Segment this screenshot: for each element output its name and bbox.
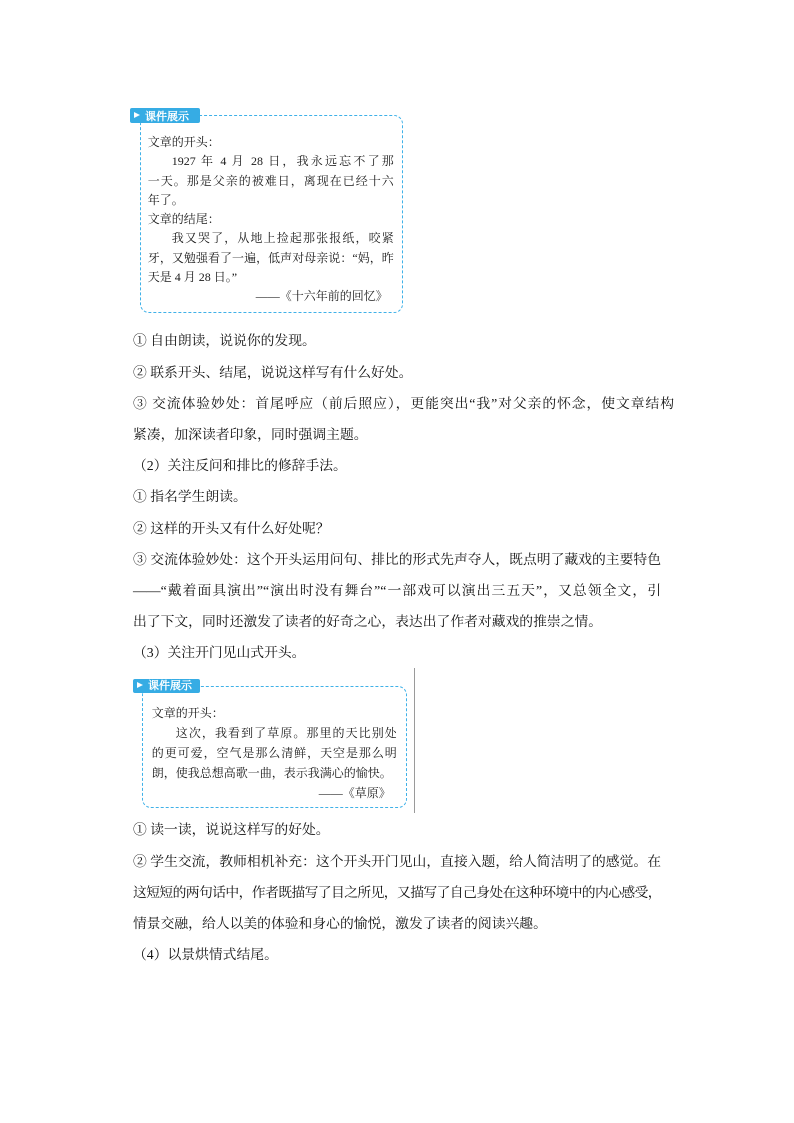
- step-item: ② 联系开头、结尾，说说这样写有什么好处。: [133, 364, 413, 380]
- step-item-continued: 紧凑，加深读者印象，同时强调主题。: [133, 426, 368, 442]
- excerpt-line: 年了。: [147, 192, 184, 207]
- margin-rule: [414, 668, 415, 813]
- excerpt-line: 1927 年 4 月 28 日，我永远忘不了那: [171, 154, 394, 169]
- excerpt-text: [152, 703, 397, 803]
- lesson-steps-section-1: [133, 325, 674, 668]
- section-heading: （3）关注开门见山式开头。: [133, 645, 306, 661]
- courseware-label-text: 课件展示: [145, 109, 189, 123]
- excerpt-heading-opening: 文章的开头：: [147, 135, 220, 150]
- step-item-continued: 这短短的两句话中，作者既描写了目之所见，又描写了自己身处在这种环境中的内心感受，: [133, 884, 661, 900]
- excerpt-line: 我又哭了，从地上捡起那张报纸，咬紧: [171, 231, 394, 246]
- courseware-box-2: [142, 686, 407, 808]
- play-triangle-icon: [134, 112, 140, 118]
- excerpt-heading-opening: 文章的开头：: [151, 705, 224, 720]
- step-item: ② 这样的开头又有什么好处呢？: [133, 520, 330, 536]
- courseware-box-1: [140, 115, 403, 313]
- step-item-continued: 情景交融，给人以美的体验和身心的愉悦，激发了读者的阅读兴趣。: [133, 915, 547, 931]
- step-item-continued: ——“戴着面具演出”“演出时没有舞台”“一部戏可以演出三五天”，又总领全文，引: [133, 582, 661, 598]
- step-item: ① 自由朗读，说说你的发现。: [133, 333, 316, 349]
- play-triangle-icon: [137, 682, 143, 688]
- lesson-steps-section-2: [133, 814, 661, 970]
- excerpt-heading-ending: 文章的结尾：: [147, 212, 220, 227]
- excerpt-line: 天是 4 月 28 日。”: [147, 269, 238, 284]
- excerpt-text: [148, 133, 394, 306]
- step-item-continued: 出了下文，同时还激发了读者的好奇之心，表达出了作者对藏戏的推崇之情。: [133, 614, 603, 630]
- step-item: ① 读一读，说说这样写的好处。: [133, 822, 330, 838]
- excerpt-source: ——《草原》: [318, 785, 391, 800]
- excerpt-line: 牙，又勉强看了一遍，低声对母亲说：“妈，昨: [147, 250, 394, 265]
- courseware-label: [133, 679, 200, 693]
- courseware-label-text: 课件展示: [148, 679, 192, 692]
- step-item: ② 学生交流，教师相机补充：这个开头开门见山，直接入题，给人简洁明了的感觉。在: [133, 853, 661, 869]
- section-heading: （4）以景烘情式结尾。: [133, 947, 278, 963]
- step-item: ③ 交流体验妙处：首尾呼应（前后照应），更能突出“我”对父亲的怀念，使文章结构: [133, 395, 674, 411]
- excerpt-line: 一天。那是父亲的被难日，离现在已经十六: [147, 173, 394, 188]
- excerpt-line: 这次，我看到了草原。那里的天比别处: [175, 725, 397, 740]
- section-heading: （2）关注反问和排比的修辞手法。: [133, 458, 347, 474]
- excerpt-line: 朗，使我总想高歌一曲，表示我满心的愉快。: [151, 765, 392, 780]
- step-item: ③ 交流体验妙处：这个开头运用问句、排比的形式先声夺人，既点明了藏戏的主要特色: [133, 551, 661, 567]
- courseware-label: [130, 108, 200, 123]
- excerpt-line: 的更可爱，空气是那么清鲜，天空是那么明: [151, 745, 397, 760]
- step-item: ① 指名学生朗读。: [133, 489, 247, 505]
- excerpt-source: ——《十六年前的回忆》: [255, 289, 388, 304]
